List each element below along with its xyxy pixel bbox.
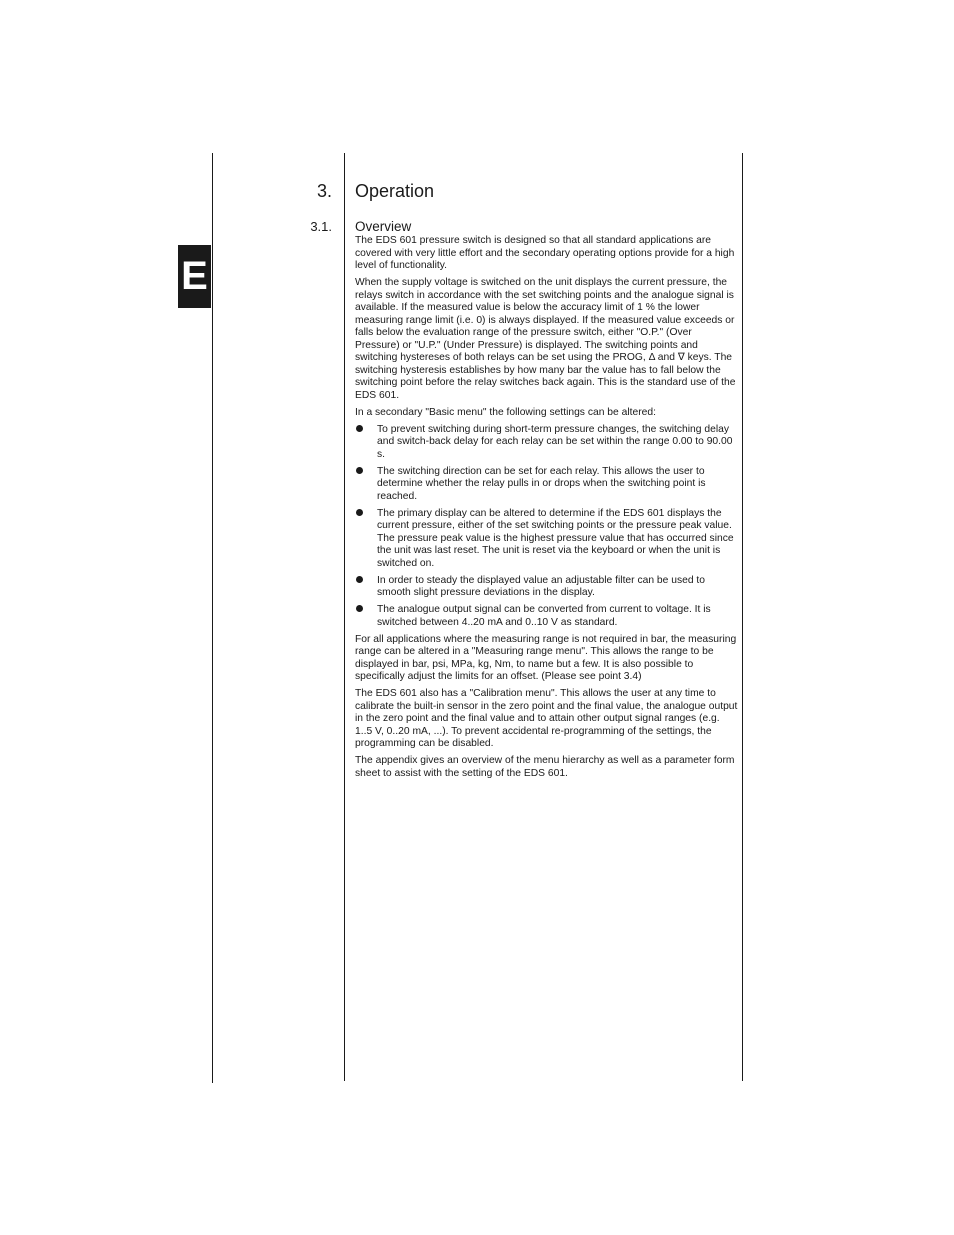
list-item-text: The switching direction can be set for each relay. This allows the user to determine whether the relay pulls in or drops when the switching point is reached. xyxy=(377,465,706,502)
list-item xyxy=(355,604,739,629)
language-tab: E xyxy=(178,245,211,308)
list-item xyxy=(355,466,739,504)
bullet-icon xyxy=(356,509,363,516)
body-text xyxy=(355,219,739,785)
column-divider-rule xyxy=(344,153,345,1081)
right-margin-rule xyxy=(742,153,743,1081)
bullet-icon xyxy=(356,605,363,612)
subsection-number: 3.1. xyxy=(310,219,332,234)
paragraph-intro: The EDS 601 pressure switch is designed so that all standard applications are covered with very little effort and the secondary operating options provide for a high level of functionality. xyxy=(355,235,735,271)
settings-list xyxy=(355,424,739,630)
paragraph-appendix: The appendix gives an overview of the menu hierarchy as well as a parameter form sheet to assist with the setting of the EDS 601. xyxy=(355,755,735,779)
list-item xyxy=(355,508,739,571)
paragraph-startup: When the supply voltage is switched on the unit displays the current pressure, the relays switch in accordance with the set switching points and the analogue signal is available. If the measured value is below the accuracy limit of 1 % the lower measuring range limit (i.e. 0) is always displayed. If the measured value exceeds or falls below the evaluation range of the pressure switch, either "O.P." (Over Pressure) or "U.P." (Under Pressure) is displayed. The switching points and switching hystereses of both relays can be set using the PROG, Δ and ∇ keys. The switching hysteresis establishes by how many bar the value has to fall below the switching point before the relay switches back again. This is the standard use of the EDS 601. xyxy=(355,277,736,401)
left-margin-rule xyxy=(212,153,213,1083)
list-item-text: To prevent switching during short-term pressure changes, the switching delay and switch-back delay for each relay can be set within the range 0.00 to 90.00 s. xyxy=(377,423,733,460)
paragraph-basic-menu: In a secondary "Basic menu" the following settings can be altered: xyxy=(355,406,656,418)
section-number: 3. xyxy=(316,181,332,201)
section-title: Operation xyxy=(355,181,435,201)
bullet-icon xyxy=(356,425,363,432)
paragraph-measuring-range: For all applications where the measuring range is not required in bar, the measuring range can be altered in a "Measuring range menu". This allows the range to be displayed in bar, psi, MPa, kg, Nm, to name but a few. It is also possible to specifically adjust the limits for an offset. (Please see point 3.4) xyxy=(355,633,737,682)
list-item-text: The primary display can be altered to determine if the EDS 601 displays the current pressure, either of the set switching points or the pressure peak value. The pressure peak value is the highest pressure value that has occurred since the unit was last reset. The unit is reset via the keyboard or when the unit is switched on. xyxy=(377,507,734,569)
paragraph-calibration: The EDS 601 also has a "Calibration menu". This allows the user at any time to calibrate the built-in sensor in the zero point and the final value, the analogue output in the zero point and the final value and to attain other output signal ranges (e.g. 1..5 V, 0..20 mA, ...). To prevent accidental re-programming of the settings, the programming can be disabled. xyxy=(355,688,738,749)
bullet-icon xyxy=(356,467,363,474)
list-item-text: The analogue output signal can be converted from current to voltage. It is switched between 4..20 mA and 0..10 V as standard. xyxy=(377,604,711,628)
subsection-title: Overview xyxy=(355,219,412,234)
list-item xyxy=(355,575,739,600)
list-item-text: In order to steady the displayed value an adjustable filter can be used to smooth slight pressure deviations in the display. xyxy=(377,574,705,598)
list-item xyxy=(355,424,739,462)
bullet-icon xyxy=(356,576,363,583)
